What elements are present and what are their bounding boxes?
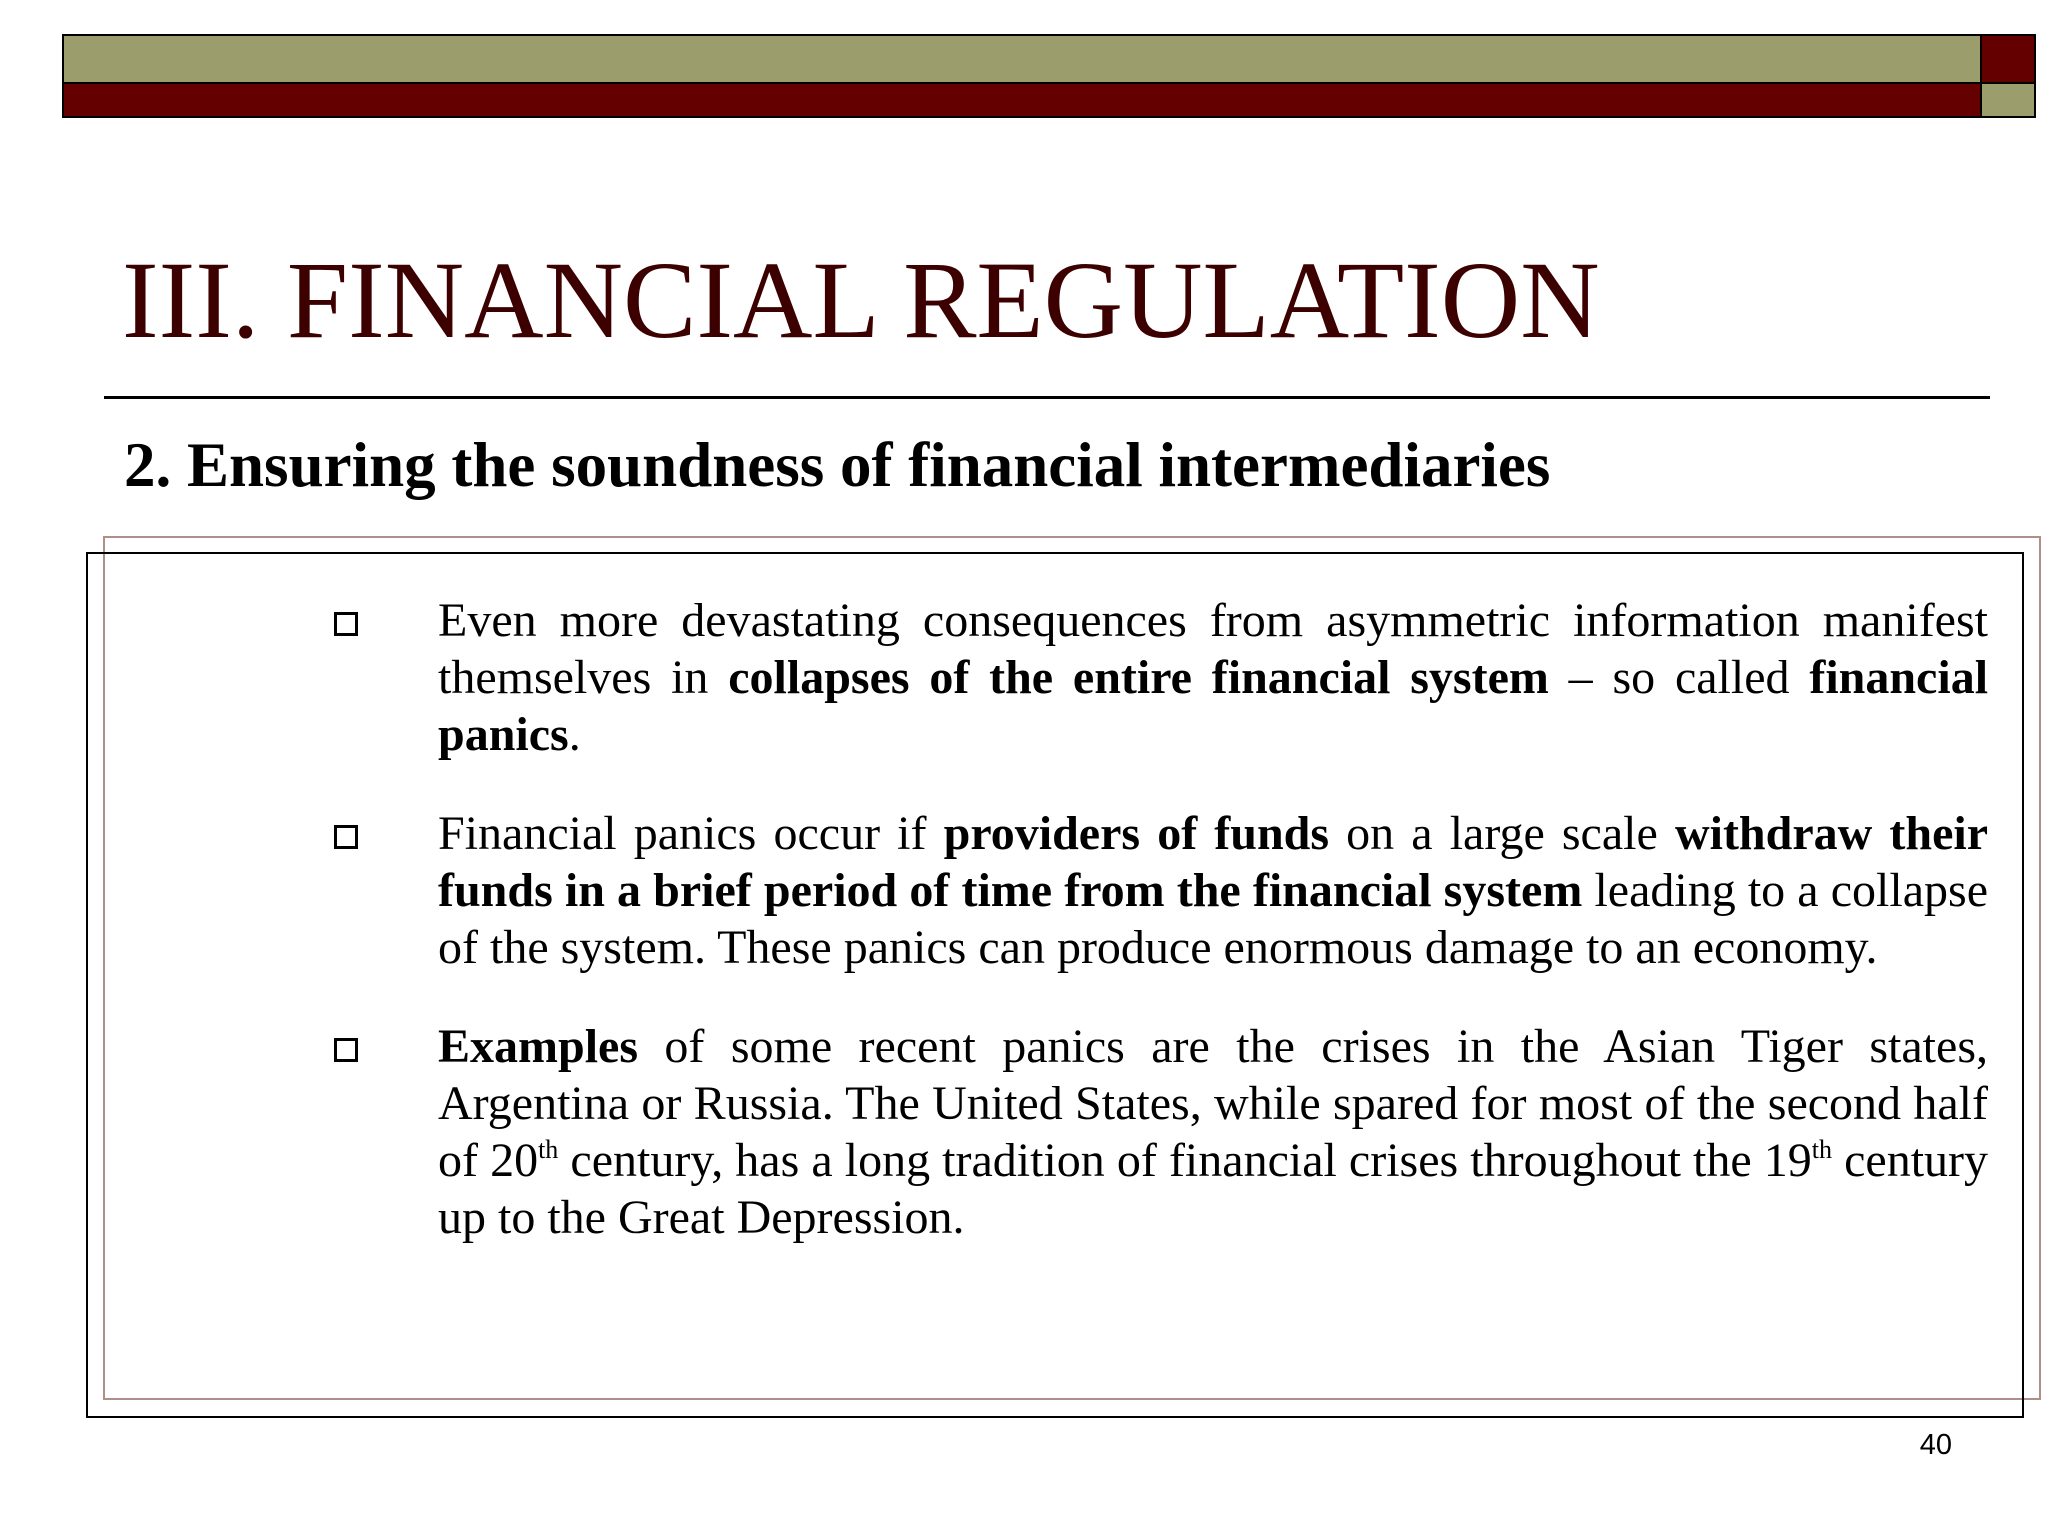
bullet-text-run: Even more devastating consequences from asymmetric information manifest themselves in: [438, 594, 1988, 704]
bullet-text-run: on a large scale: [1329, 807, 1675, 860]
bullet-text-run: century, has a long tradition of financial crises throughout the 19: [558, 1134, 1812, 1187]
header-corner-red-square: [1980, 34, 2036, 84]
bullet-text: [438, 805, 1988, 976]
bullet-text-run: – so called: [1548, 651, 1810, 704]
header-red-bar: [62, 84, 1986, 118]
bullet-item-panic-definition: [330, 805, 1988, 976]
hollow-square-bullet-icon: [334, 612, 358, 636]
slide-subtitle: 2. Ensuring the soundness of financial intermediaries: [124, 430, 1551, 500]
title-divider: [104, 396, 1990, 399]
bullet-text-run: .: [568, 708, 581, 761]
bullet-item-examples: [330, 1018, 1988, 1246]
bullet-bold-run: providers of funds: [943, 807, 1330, 860]
hollow-square-bullet-icon: [334, 1038, 358, 1062]
bullet-bold-run: collapses of the entire financial system: [728, 651, 1549, 704]
bullet-text-run: leading to a collapse of the system. These panics can produce enormous damage to an economy.: [438, 864, 1989, 974]
header-olive-bar: [62, 34, 1986, 84]
bullet-bold-run: Examples: [438, 1020, 639, 1073]
bullet-superscript: th: [538, 1135, 559, 1164]
bullet-list: [330, 592, 1988, 1288]
bullet-text-run: century up to the Great Depression.: [438, 1134, 1989, 1244]
header-corner-olive-square: [1980, 84, 2036, 118]
hollow-square-bullet-icon: [334, 825, 358, 849]
bullet-text: [438, 592, 1988, 763]
bullet-bold-run: financial panics: [438, 651, 1989, 761]
page-number: 40: [1919, 1429, 1952, 1461]
bullet-bold-run: withdraw their funds in a brief period of time from the financial system: [438, 807, 1989, 917]
slide-title: III. FINANCIAL REGULATION: [122, 239, 1600, 361]
bullet-item-financial-collapse: [330, 592, 1988, 763]
bullet-superscript: th: [1811, 1135, 1832, 1164]
bullet-text-run: Financial panics occur if: [438, 807, 944, 860]
bullet-text-run: of some recent panics are the crises in the Asian Tiger states, Argentina or Russia. The United States, while spared for most of the second half of 20: [438, 1020, 1988, 1187]
bullet-text: [438, 1018, 1988, 1246]
